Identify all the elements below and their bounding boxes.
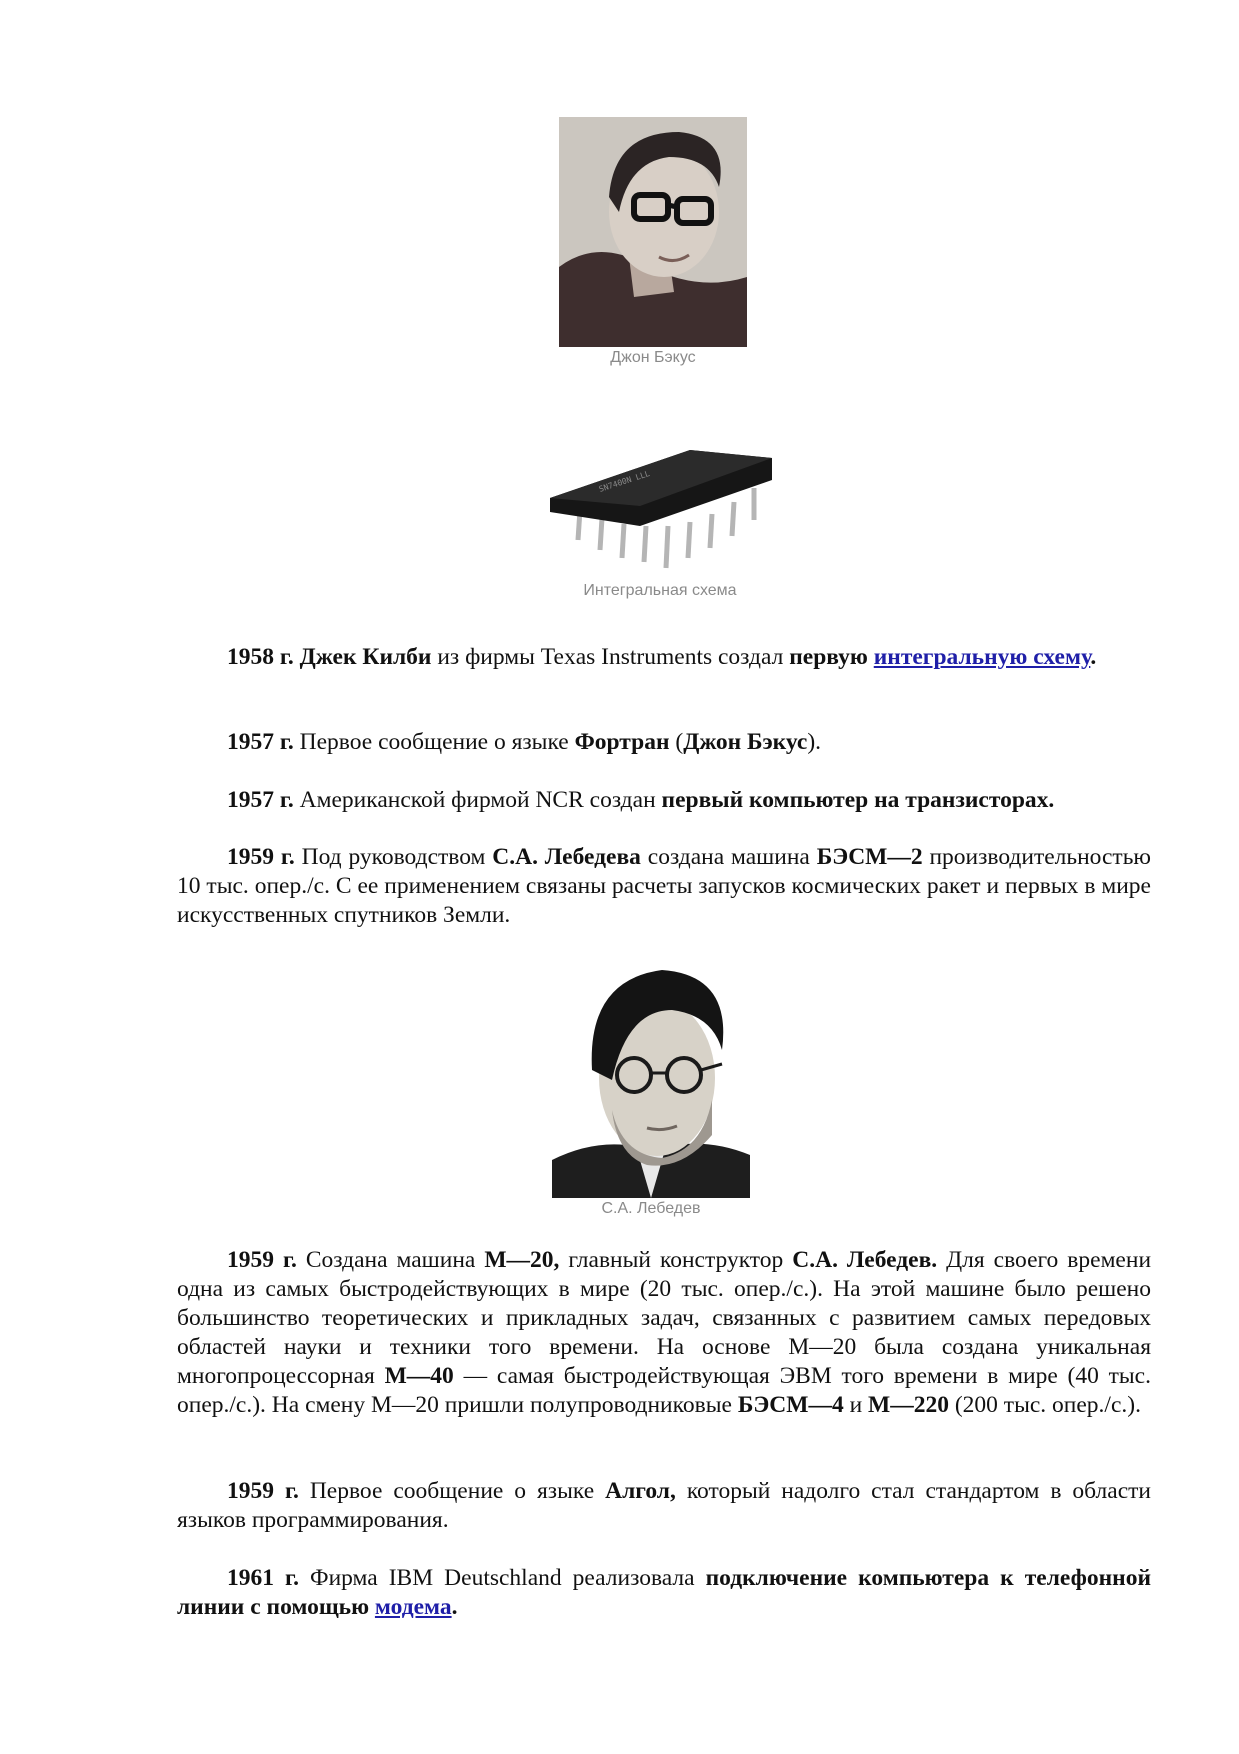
year-1959: 1959 г. [227, 1478, 299, 1504]
text: Первое сообщение о языке [298, 1478, 606, 1504]
text: из фирмы Texas Instruments создал [431, 644, 790, 670]
figure-lebedev [546, 960, 756, 1218]
person-lebedev: С.А. Лебедев. [792, 1247, 938, 1273]
paragraph-1961 [177, 1564, 1151, 1622]
language-algol: Алгол, [605, 1478, 676, 1504]
text: производительностью 10 тыс. опер./с. С ее применением связаны расчеты запусков космических ракет и первых в мире искусственных спутников Земли. [177, 844, 1151, 928]
text: Фирма IBM Deutschland реализовала [298, 1565, 706, 1591]
text: и [843, 1392, 869, 1418]
paragraph-1957-fortran [177, 728, 1151, 757]
person-lebedev: С.А. Лебедева [492, 844, 641, 870]
svg-text:SN7400N LLL: SN7400N LLL [597, 468, 652, 494]
backus-caption: Джон Бэкус [610, 349, 696, 366]
paragraph-1959-besm2 [177, 843, 1151, 930]
text-bold: первый компьютер на транзисторах. [661, 787, 1055, 813]
language-fortran: Фортран [574, 729, 670, 755]
year-1958: 1958 г. [227, 644, 294, 670]
text: главный конструктор [559, 1247, 793, 1273]
paragraph-1957-ncr [177, 786, 1151, 815]
link-modem[interactable]: модема [374, 1594, 452, 1620]
text-bold: подключение компьютера к телефонной линии с помощью [177, 1565, 1151, 1620]
text: который надолго стал стандартом в области языков программирования. [177, 1478, 1151, 1533]
integrated-circuit-image [540, 440, 780, 580]
figure-integrated-circuit [530, 440, 790, 600]
text: — самая быстродействующая ЭВМ того времени в мире (40 тыс. опер./с.). На смену М—20 пришли полупроводниковые [177, 1363, 1151, 1418]
integrated-circuit-caption: Интегральная схема [583, 582, 737, 599]
text-end: . [451, 1594, 458, 1620]
year-1959: 1959 г. [227, 1247, 297, 1273]
person-kilby: Джек Килби [299, 644, 432, 670]
text: создана машина [640, 844, 817, 870]
paragraph-1959-m20 [177, 1246, 1151, 1420]
text-bold: первую [789, 644, 874, 670]
backus-photo [559, 117, 747, 347]
machine-m40: М—40 [384, 1363, 454, 1389]
paragraph-1959-algol [177, 1477, 1151, 1535]
machine-besm4: БЭСМ—4 [737, 1392, 844, 1418]
text: Первое сообщение о языке [293, 729, 575, 755]
text: Создана машина [296, 1247, 485, 1273]
year-1959: 1959 г. [227, 844, 295, 870]
machine-m220: М—220 [868, 1392, 949, 1418]
text: Американской фирмой NCR создан [293, 787, 662, 813]
text-end: . [1090, 644, 1097, 670]
text: ). [807, 729, 822, 755]
paragraph-1958 [177, 643, 1151, 672]
year-1957: 1957 г. [227, 729, 294, 755]
lebedev-photo [552, 960, 750, 1198]
lebedev-caption: С.А. Лебедев [601, 1200, 701, 1217]
text: Под руководством [294, 844, 493, 870]
machine-besm2: БЭСМ—2 [816, 844, 923, 870]
year-1957: 1957 г. [227, 787, 294, 813]
figure-backus [548, 117, 758, 367]
year-1961: 1961 г. [227, 1565, 299, 1591]
link-integrated-circuit[interactable]: интегральную схему [873, 644, 1091, 670]
text: Для своего времени одна из самых быстродействующих в мире (20 тыс. опер./с.). На этой машине было решено большинство теоретических и прикладных задач, связанных с развитием самых передовых областей науки и техники того времени. На основе М—20 была создана уникальная многопроцессорная [177, 1247, 1152, 1389]
machine-m20: М—20, [484, 1247, 560, 1273]
person-backus: Джон Бэкус [683, 729, 808, 755]
text: ( [669, 729, 684, 755]
text: (200 тыс. опер./с.). [948, 1392, 1141, 1418]
